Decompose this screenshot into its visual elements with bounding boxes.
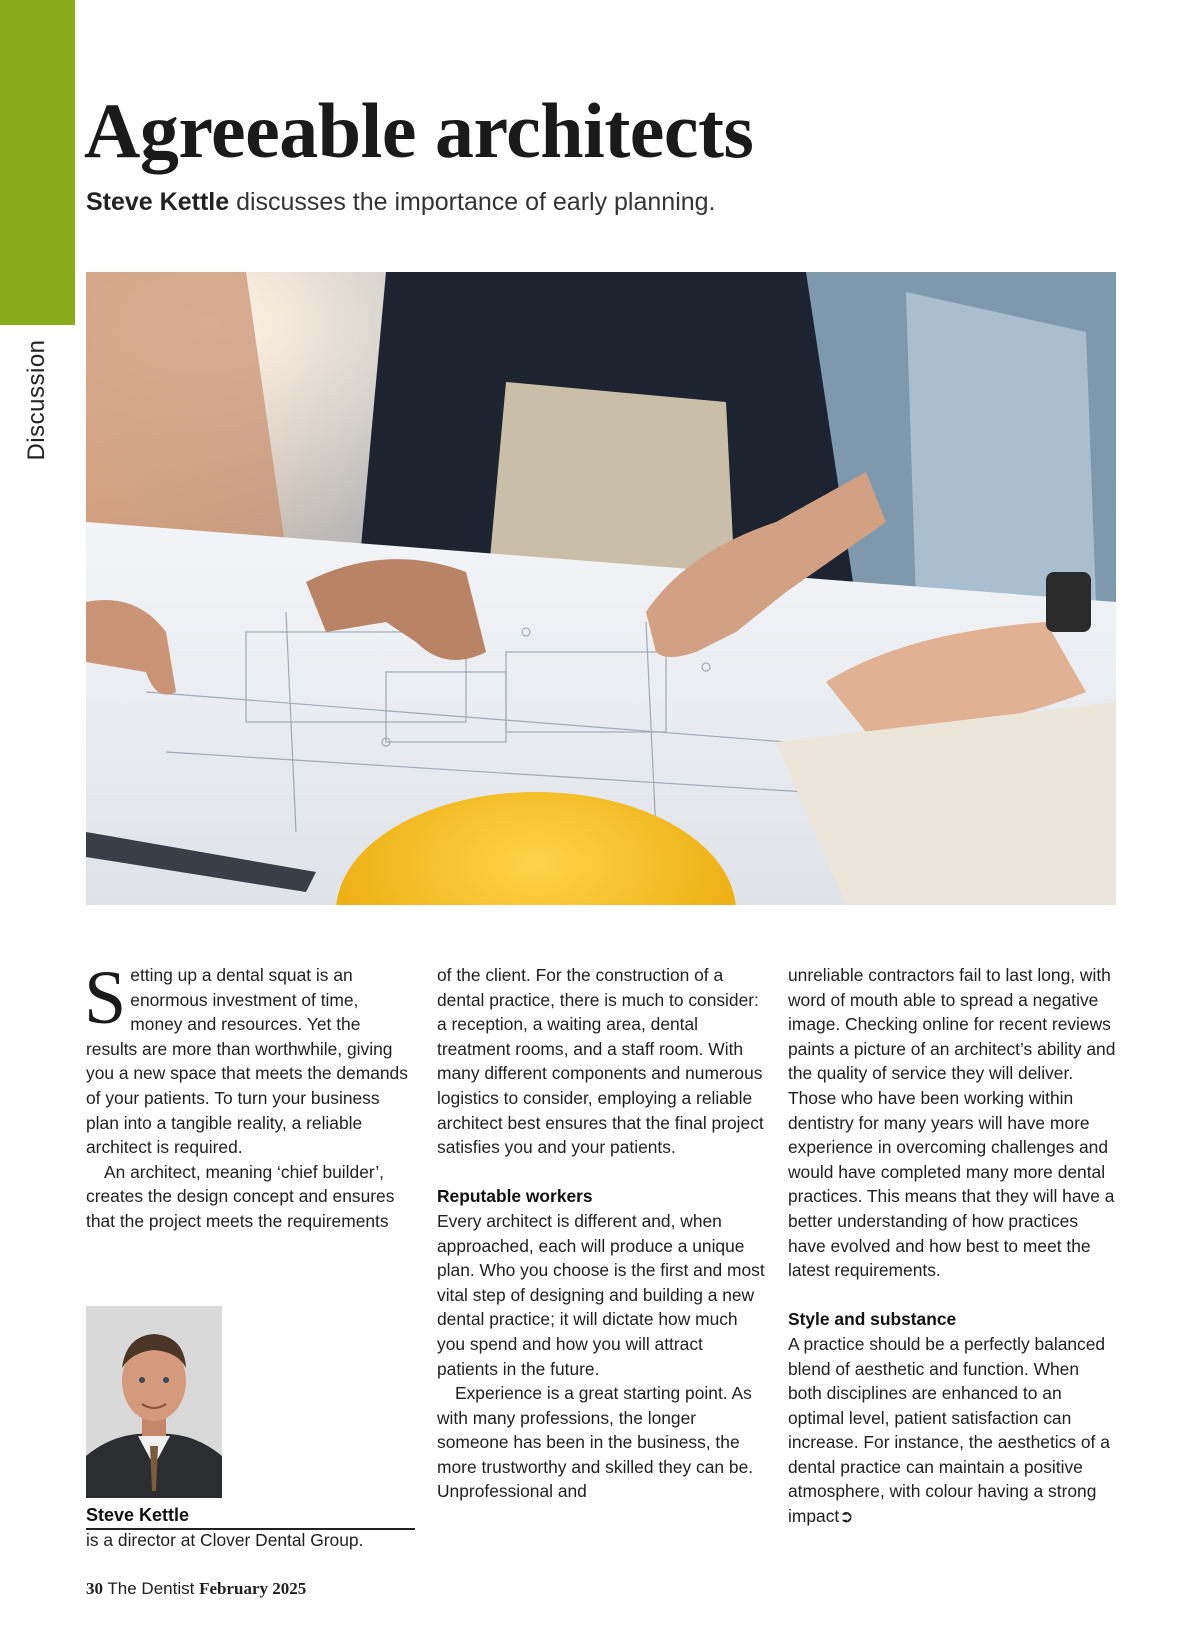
hero-photo-architects-planning: [86, 272, 1116, 905]
standfirst-text: discusses the importance of early planning.: [229, 188, 716, 216]
issue-date: February 2025: [199, 1579, 307, 1598]
body-text: etting up a dental squat is an enormous investment of time, money and resources. Yet the results are more than worthwhile, giving you a new space that meets the demands of your patients. To turn your business plan into a tangible reality, a reliable architect is required.: [86, 965, 408, 1158]
paragraph-gap: [437, 1160, 767, 1185]
article-standfirst: [86, 188, 716, 217]
magazine-name: The Dentist: [103, 1579, 200, 1598]
paragraph-gap: [788, 1283, 1116, 1308]
body-column-1: [84, 956, 414, 1234]
body-paragraph: An architect, meaning ‘chief builder’, creates the design concept and ensures that the project meets the requirements: [86, 1161, 395, 1231]
body-column-3: [788, 963, 1116, 1530]
article-title: Agreeable architects: [84, 87, 754, 174]
body-paragraph: of the client. For the construction of a dental practice, there is much to consider: a reception, a waiting area, dental treatment rooms, and a staff room. With many different components and numerous logistics to consider, employing a reliable architect best ensures that the final project satisfies you and your patients.: [437, 965, 764, 1158]
body-paragraph: Every architect is different and, when approached, each will produce a unique plan. Who you choose is the first and most vital step of designing and building a new dental practice; it will dictate how much you spend and how you will attract patients in the future.: [437, 1210, 765, 1379]
body-paragraph: unreliable contractors fail to last long, with word of mouth able to spread a negative image. Checking online for recent reviews paints a picture of an architect’s ability and the quality of service they will deliver. Those who have been working within dentistry for many years will have more experience in overcoming challenges and would have completed many more dental practices. This means that they will have a better understanding of how practices have evolved and how best to meet the latest requirements.: [788, 965, 1116, 1281]
body-text: A practice should be a perfectly balanced blend of aesthetic and function. When both disciplines are enhanced to an optimal level, patient satisfaction can increase. For instance, the aesthetics of a dental practice can maintain a positive atmosphere, with colour having a strong impact: [788, 1333, 1110, 1527]
section-color-bar: [0, 0, 75, 325]
page-number: 30: [86, 1579, 103, 1598]
continue-arrow-icon: ➲: [839, 1507, 854, 1527]
author-role: is a director at Clover Dental Group.: [86, 1530, 364, 1550]
body-paragraph: [788, 1332, 1116, 1530]
author-portrait: [86, 1306, 222, 1498]
section-label: [22, 340, 52, 460]
body-column-2: [437, 963, 767, 1504]
body-paragraph: Experience is a great starting point. As with many professions, the longer someone has been in the business, the more trustworthy and skilled they can be. Unprofessional and: [437, 1383, 754, 1502]
section-label-text: Discussion: [23, 339, 50, 461]
page-footer: [86, 1579, 306, 1599]
drop-cap: S: [84, 956, 127, 1040]
subheading-style-and-substance: Style and substance: [788, 1309, 957, 1330]
subheading-reputable-workers: Reputable workers: [437, 1186, 593, 1207]
hero-illustration: [86, 272, 1116, 905]
author-portrait-illustration: [86, 1306, 222, 1498]
standfirst-author: Steve Kettle: [86, 188, 230, 216]
body-paragraph: [84, 956, 414, 1160]
author-name: Steve Kettle: [86, 1505, 190, 1525]
